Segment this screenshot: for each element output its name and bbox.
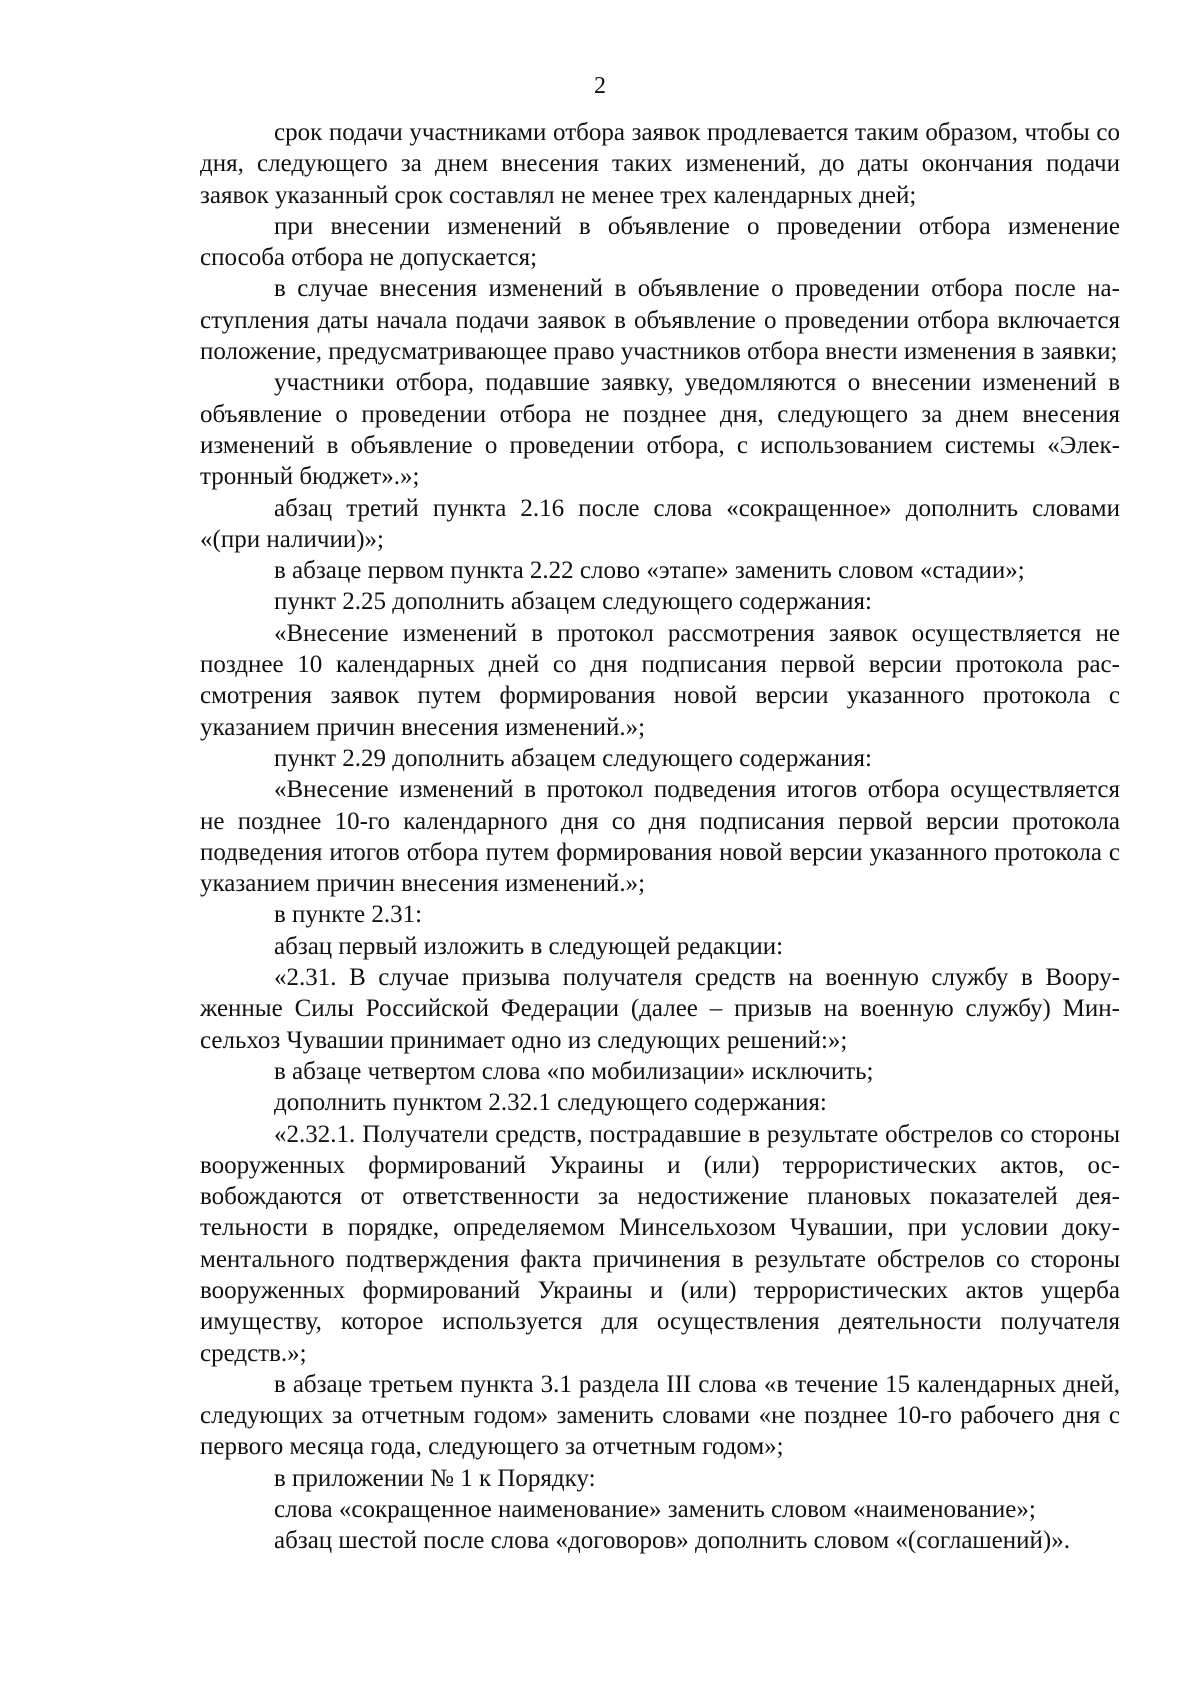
page-number: 2 [594,73,606,99]
paragraph-14: в абзаце четвертом слова «по мобилизации» исключить; [274,1057,874,1085]
paragraph-15: дополнить пунктом 2.32.1 следующего содержания: [274,1089,827,1117]
paragraph-18: в приложении № 1 к Порядку: [274,1464,596,1492]
paragraph-9: пункт 2.29 дополнить абзацем следующего содержания: [274,744,872,772]
paragraph-2: при внесении изменений в объявление о проведении отбора изменение способа отбора не допускается; [200,212,1120,272]
paragraph-19: слова «сокращенное наименование» заменить словом «наименование»; [274,1496,1036,1524]
paragraph-12: абзац первый изложить в следующей редакции: [274,932,784,960]
paragraph-11: в пункте 2.31: [274,901,423,929]
document-body [200,117,1120,1557]
paragraph-7: пункт 2.25 дополнить абзацем следующего содержания: [274,588,872,616]
paragraph-1: срок подачи участниками отбора заявок продлевается таким образом, чтобы со дня, следующего за днем внесения таких изменений, до даты окончания подачи заявок указанный срок составлял не менее трех календарных дней; [200,119,1120,209]
paragraph-10: «Внесение изменений в протокол подведения итогов отбора осуществляется не позднее 10-го календарного дня со дня подписания первой версии протокола подведения итогов отбора путем формирования новой версии указанного протокола с указанием причин внесения изменений.»; [200,776,1120,898]
paragraph-5: абзац третий пункта 2.16 после слова «сокращенное» дополнить словами «(при наличии)»; [200,494,1120,553]
paragraph-3: в случае внесения изменений в объявление о проведении отбора после наступления даты начала подачи заявок в объявление о проведении отбора включается положение, предусматривающее право участников отбора внести изменения в заявки; [200,275,1120,366]
paragraph-13: «2.31. В случае призыва получателя средств на военную службу в Вооруженные Силы Российской Федерации (далее – призыв на военную службу) Минсельхоз Чувашии принимает одно из следующих решений:»; [200,964,1120,1054]
paragraph-16: «2.32.1. Получатели средств, пострадавшие в результате обстрелов со стороны вооруженных формирований Украины и (или) террористических актов, освобождаются от ответственности за недостижение плановых показателей деятельности в порядке, определяемом Минсельхозом Чувашии, при условии документального подтверждения факта причинения в результате обстрелов со стороны вооруженных формирований Украины и (или) террористических актов ущерба имуществу, которое используется для осуществления деятельности получателя средств.»; [200,1120,1120,1367]
paragraph-6: в абзаце первом пункта 2.22 слово «этапе» заменить словом «стадии»; [274,557,1025,585]
paragraph-20: абзац шестой после слова «договоров» дополнить словом «(соглашений)». [274,1527,1070,1555]
paragraph-17: в абзаце третьем пункта 3.1 раздела III слова «в течение 15 календарных дней, следующих за отчетным годом» заменить словами «не позднее 10-го рабочего дня с первого месяца года, следующего за отчетным годом»; [200,1370,1120,1461]
paragraph-4: участники отбора, подавшие заявку, уведомляются о внесении изменений в объявление о проведении отбора не позднее дня, следующего за днем внесения изменений в объявление о проведении отбора, с использованием системы «Электронный бюджет».»; [200,369,1120,491]
paragraph-8: «Внесение изменений в протокол рассмотрения заявок осуществляется не позднее 10 календарных дней со дня подписания первой версии протокола рассмотрения заявок путем формирования новой версии указанного протокола с указанием причин внесения изменений.»; [200,619,1120,741]
